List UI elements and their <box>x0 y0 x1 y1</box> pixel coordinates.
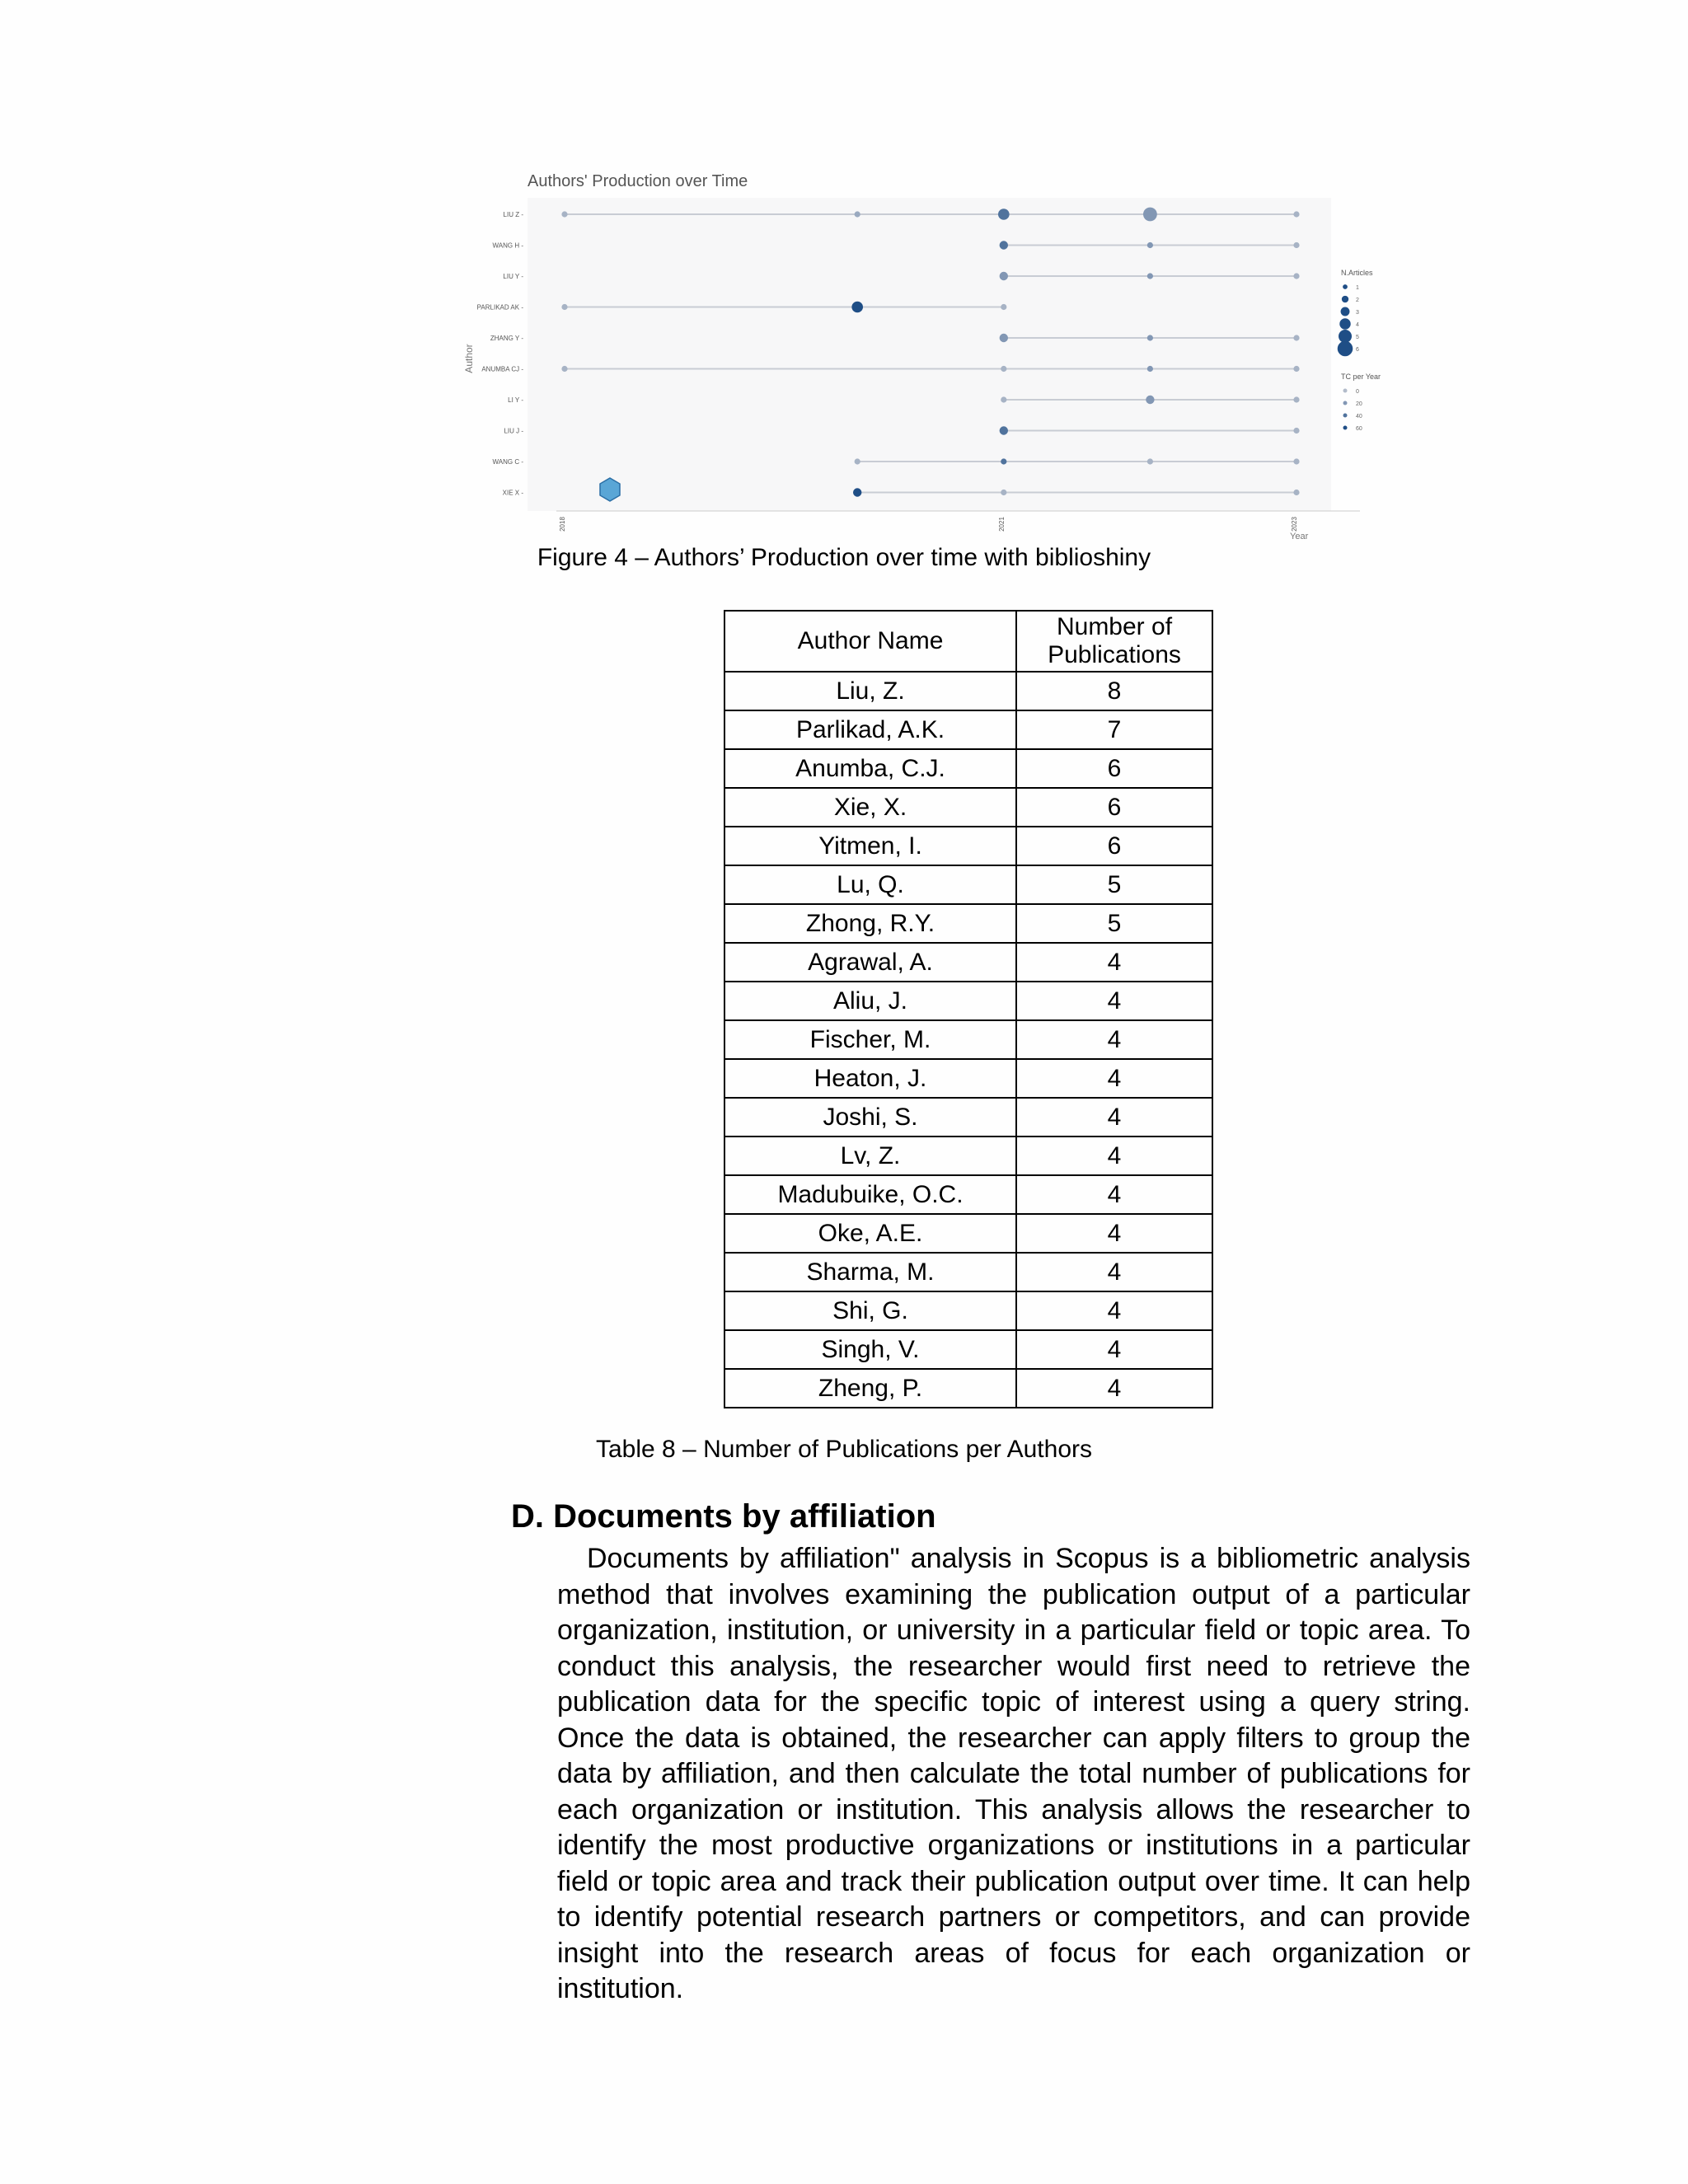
chart-title: Authors' Production over Time <box>528 172 748 190</box>
production-dot <box>1293 273 1299 279</box>
author-name-cell: Xie, X. <box>724 788 1016 827</box>
author-tick-label: LIU Z - <box>503 211 523 218</box>
author-name-cell: Singh, V. <box>724 1330 1016 1369</box>
production-dot <box>1147 366 1153 372</box>
figure-authors-production <box>457 165 1397 544</box>
production-dot <box>1147 335 1153 340</box>
publication-count-cell: 5 <box>1016 904 1212 943</box>
publication-count-cell: 4 <box>1016 1020 1212 1059</box>
publication-count-cell: 6 <box>1016 788 1212 827</box>
publication-count-cell: 4 <box>1016 1137 1212 1175</box>
production-dot <box>1001 458 1006 464</box>
table-row <box>724 1253 1212 1291</box>
author-name-cell: Parlikad, A.K. <box>724 710 1016 749</box>
publication-count-cell: 4 <box>1016 1253 1212 1291</box>
production-dot <box>561 211 567 217</box>
author-tick-label: LIU J - <box>504 427 523 435</box>
table-row <box>724 1330 1212 1369</box>
publication-count-cell: 4 <box>1016 1291 1212 1330</box>
publication-count-cell: 6 <box>1016 749 1212 788</box>
author-tick-label: WANG H - <box>492 241 523 250</box>
production-dot <box>851 302 863 313</box>
production-dot <box>1143 208 1157 222</box>
table-row <box>724 710 1212 749</box>
legend-size-label: 3 <box>1356 310 1359 316</box>
author-name-cell: Anumba, C.J. <box>724 749 1016 788</box>
authors-production-chart <box>457 165 1397 544</box>
author-name-cell: Yitmen, I. <box>724 827 1016 865</box>
publication-count-cell: 4 <box>1016 1098 1212 1137</box>
table-row <box>724 1369 1212 1408</box>
author-tick-label: PARLIKAD AK - <box>476 303 523 312</box>
legend-size-dot <box>1342 296 1348 302</box>
production-dot <box>1293 428 1299 434</box>
production-dot <box>1293 396 1299 402</box>
author-tick-label: ANUMBA CJ - <box>481 365 523 373</box>
production-dot <box>1293 366 1299 372</box>
table-body <box>724 672 1212 1408</box>
table-caption: Table 8 – Number of Publications per Authors <box>595 1436 1092 1463</box>
production-dot <box>1293 490 1299 495</box>
legend-size-label: 1 <box>1356 285 1359 291</box>
header-number-of-publications <box>1016 611 1212 672</box>
legend-color-dot <box>1343 414 1348 418</box>
publication-count-cell: 6 <box>1016 827 1212 865</box>
author-name-cell: Liu, Z. <box>724 672 1016 710</box>
table-row <box>724 827 1212 865</box>
publication-count-cell: 4 <box>1016 1059 1212 1098</box>
author-name-cell: Lu, Q. <box>724 865 1016 904</box>
table-row <box>724 788 1212 827</box>
production-dot <box>855 211 860 217</box>
table-row <box>724 904 1212 943</box>
y-axis-label: Author <box>463 344 475 373</box>
production-dot <box>1001 396 1006 402</box>
header-author-name: Author Name <box>724 611 1016 672</box>
author-tick-label: XIE X - <box>502 489 523 497</box>
author-name-cell: Madubuike, O.C. <box>724 1175 1016 1214</box>
publication-count-cell: 4 <box>1016 943 1212 982</box>
production-dot <box>1293 335 1299 340</box>
publication-count-cell: 5 <box>1016 865 1212 904</box>
legend-size-dot <box>1339 330 1352 343</box>
production-dot <box>1001 366 1006 372</box>
legend-size-dot <box>1343 284 1348 289</box>
production-dot <box>853 488 861 496</box>
production-dot <box>1147 242 1153 248</box>
header-publications-line1: Number of <box>1056 613 1173 640</box>
production-dot <box>855 458 860 464</box>
author-name-cell: Joshi, S. <box>724 1098 1016 1137</box>
publication-count-cell: 8 <box>1016 672 1212 710</box>
legend-color-label: 0 <box>1356 389 1359 395</box>
author-name-cell: Heaton, J. <box>724 1059 1016 1098</box>
production-dot <box>1000 334 1008 342</box>
legend-size-dot <box>1339 318 1350 329</box>
legend-size-label: 5 <box>1356 335 1359 340</box>
author-tick-label: LI Y - <box>508 396 523 404</box>
publication-count-cell: 4 <box>1016 1369 1212 1408</box>
production-dot <box>1147 273 1153 279</box>
table-row <box>724 672 1212 710</box>
author-tick-label: ZHANG Y - <box>490 335 523 342</box>
author-tick-label: LIU Y - <box>503 273 523 280</box>
production-dot <box>1001 304 1006 310</box>
production-dot <box>1000 272 1008 280</box>
legend-size-label: 2 <box>1356 298 1359 303</box>
author-name-cell: Agrawal, A. <box>724 943 1016 982</box>
production-dot <box>1293 458 1299 464</box>
x-tick-label: 2018 <box>559 517 566 532</box>
table-row <box>724 1291 1212 1330</box>
table-row <box>724 1059 1212 1098</box>
legend-color-dot <box>1343 389 1348 393</box>
x-tick-label: 2021 <box>997 517 1006 532</box>
table-row <box>724 749 1212 788</box>
author-name-cell: Shi, G. <box>724 1291 1016 1330</box>
production-dot <box>1293 242 1299 248</box>
production-dot <box>561 304 567 310</box>
production-dot <box>998 209 1010 220</box>
legend-size-label: 4 <box>1356 322 1359 328</box>
legend-size-dot <box>1341 307 1350 316</box>
table-row <box>724 1098 1212 1137</box>
publication-count-cell: 4 <box>1016 982 1212 1020</box>
author-name-cell: Oke, A.E. <box>724 1214 1016 1253</box>
author-name-cell: Fischer, M. <box>724 1020 1016 1059</box>
author-name-cell: Sharma, M. <box>724 1253 1016 1291</box>
section-body-text: Documents by affiliation" analysis in Scopus is a bibliometric analysis method that involves examining the publication output of a particular organization, institution, or university in a particular field or topic area. To conduct this analysis, the researcher would first need to retrieve the publication data for the specific topic of interest using a query string. Once the data is obtained, the researcher can apply filters to group the data by affiliation, and then calculate the total number of publications for each organization or institution. This analysis allows the researcher to identify the most productive organizations or institutions in a particular field or topic area and track their publication output over time. It can help to identify potential research partners or competitors, and can provide insight into the research areas of focus for each organization or institution. <box>557 1543 1470 2004</box>
legend-color-label: 40 <box>1356 414 1362 419</box>
publications-table <box>724 610 1213 1408</box>
production-dot <box>1000 426 1008 434</box>
table-row <box>724 1175 1212 1214</box>
table-row <box>724 865 1212 904</box>
production-dot <box>1293 211 1299 217</box>
production-dot <box>1146 396 1154 404</box>
author-tick-label: WANG C - <box>492 458 523 466</box>
author-name-cell: Aliu, J. <box>724 982 1016 1020</box>
production-dot <box>1147 458 1153 464</box>
publication-count-cell: 7 <box>1016 710 1212 749</box>
table-row <box>724 982 1212 1020</box>
publication-count-cell: 4 <box>1016 1175 1212 1214</box>
legend-size-title: N.Articles <box>1341 269 1373 277</box>
publication-count-cell: 4 <box>1016 1330 1212 1369</box>
x-axis-label: Year <box>1290 532 1309 541</box>
header-publications-line2: Publications <box>1048 641 1181 668</box>
table-row <box>724 1214 1212 1253</box>
figure-caption: Figure 4 – Authors’ Production over time with biblioshiny <box>537 544 1151 571</box>
production-dot <box>1000 241 1008 249</box>
legend-color-label: 60 <box>1356 426 1362 432</box>
author-name-cell: Zhong, R.Y. <box>724 904 1016 943</box>
author-name-cell: Zheng, P. <box>724 1369 1016 1408</box>
table-row <box>724 1020 1212 1059</box>
table-header-row <box>724 611 1212 672</box>
legend-color-title: TC per Year <box>1341 373 1381 381</box>
x-tick-label: 2023 <box>1291 517 1298 532</box>
author-name-cell: Lv, Z. <box>724 1137 1016 1175</box>
production-dot <box>561 366 567 372</box>
production-dot <box>1001 490 1006 495</box>
biblioshiny-logo <box>600 478 620 501</box>
legend-color-label: 20 <box>1356 401 1362 407</box>
legend-color-dot <box>1343 426 1348 430</box>
legend-color-dot <box>1343 401 1348 405</box>
legend-size-label: 6 <box>1356 347 1359 353</box>
legend-size-dot <box>1338 341 1353 357</box>
section-heading: D. Documents by affiliation <box>511 1498 936 1535</box>
table-row <box>724 943 1212 982</box>
table-row <box>724 1137 1212 1175</box>
publication-count-cell: 4 <box>1016 1214 1212 1253</box>
